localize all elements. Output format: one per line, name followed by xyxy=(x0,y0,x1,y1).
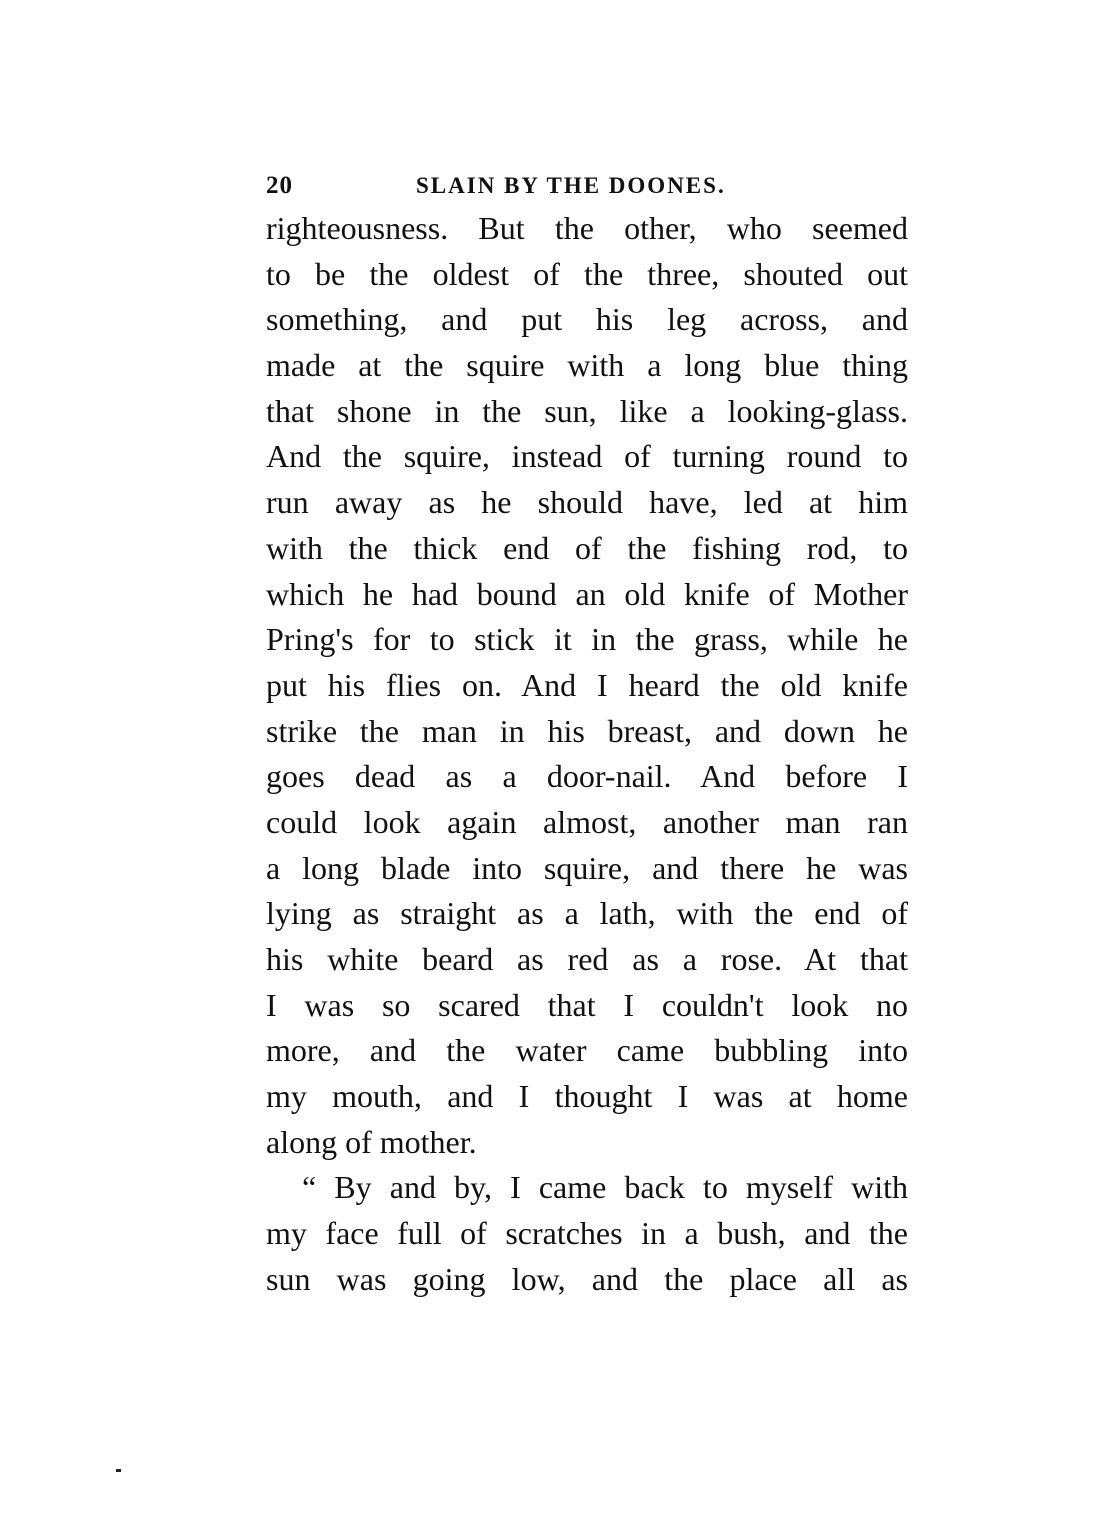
text-line: along of mother. xyxy=(266,1123,477,1160)
body-text xyxy=(266,206,908,1303)
page-number: 20 xyxy=(266,172,293,199)
text-line: his white beard as red as a rose. At that xyxy=(266,941,908,977)
text-line: And the squire, instead of turning round to xyxy=(266,438,908,475)
text-line: something, and put his leg across, and xyxy=(266,301,908,338)
text-line: my mouth, and I thought I was at home xyxy=(266,1078,908,1115)
paragraph xyxy=(266,1165,908,1302)
text-line: made at the squire with a long blue thing xyxy=(266,347,908,384)
text-line: which he had bound an old knife of Mother xyxy=(266,575,908,612)
text-line: lying as straight as a lath, with the end of xyxy=(266,895,908,932)
print-speck xyxy=(116,1469,121,1472)
text-line: run away as he should have, led at him xyxy=(266,484,908,521)
paragraph xyxy=(266,206,908,1165)
text-line: strike the man in his breast, and down he xyxy=(266,712,908,749)
text-line: a long blade into squire, and there he was xyxy=(266,849,908,886)
text-line: Pring's for to stick it in the grass, while he xyxy=(266,621,908,658)
text-line: put his flies on. And I heard the old knife xyxy=(266,666,908,703)
text-line: righteousness. But the other, who seemed xyxy=(266,210,908,246)
text-line: to be the oldest of the three, shouted out xyxy=(266,255,908,292)
text-line: that shone in the sun, like a looking-glass. xyxy=(266,392,908,429)
text-line: goes dead as a door-nail. And before I xyxy=(266,758,908,795)
text-line: could look again almost, another man ran xyxy=(266,803,908,840)
text-line: I was so scared that I couldn't look no xyxy=(266,986,908,1023)
text-line: “ By and by, I came back to myself with xyxy=(302,1169,908,1206)
running-head xyxy=(266,172,916,208)
text-line: sun was going low, and the place all as xyxy=(266,1260,908,1297)
text-line: more, and the water came bubbling into xyxy=(266,1032,908,1069)
text-line: with the thick end of the fishing rod, to xyxy=(266,529,908,566)
running-title: SLAIN BY THE DOONES. xyxy=(416,173,726,198)
text-line: my face full of scratches in a bush, and the xyxy=(266,1215,908,1252)
